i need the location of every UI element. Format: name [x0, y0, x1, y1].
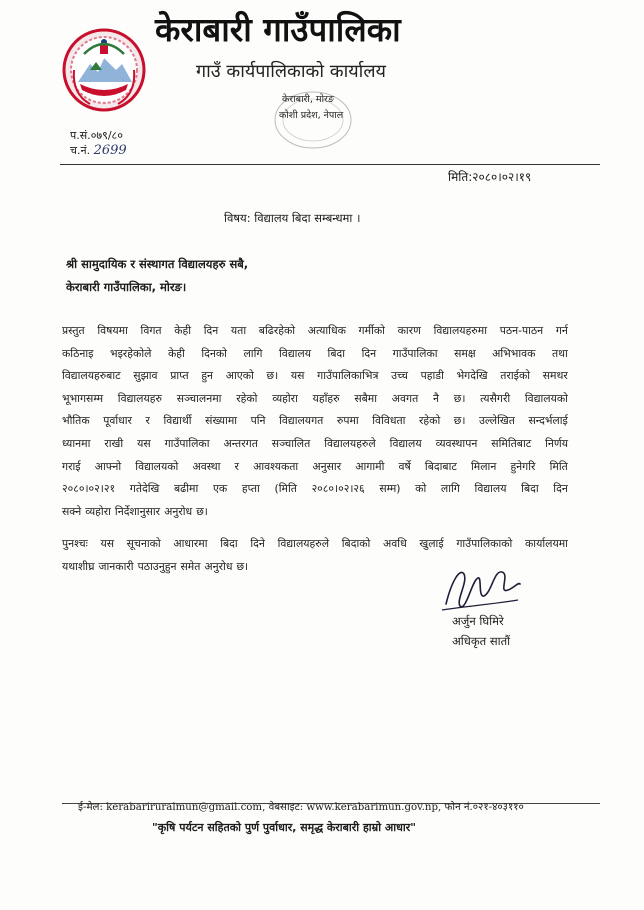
letter-date: मिति:२०८०।०२।१९ — [448, 170, 532, 184]
signatory-name: अर्जुन घिमिरे — [452, 614, 504, 628]
reference-cn — [70, 143, 127, 158]
nepal-emblem-icon — [60, 24, 148, 116]
paragraph-line: गराई आफ्नो विद्यालयको अवस्था र आवश्यकता अनुसार आगामी वर्षे बिदाबाट मिलान हुनेगरि मिति — [62, 459, 568, 473]
paragraph-line: भौतिक पूर्वाधार र विद्यार्थी संख्यामा पनि विद्यालयगत रुपमा विविधता रहेको छ। उल्लेखित सन्दर्भलाई — [62, 414, 568, 428]
header-divider — [60, 164, 600, 165]
paragraph-line: विद्यालयहरुबाट सुझाव प्राप्त हुन आएको छ। यस गाउँपालिकाभित्र उच्च पहाडी भेगदेखि तराईको समथर — [62, 369, 568, 383]
footer-slogan: "कृषि पर्यटन सहितको पुर्ण पुर्वाधार, समृद्ध केराबारी हाम्रो आधार" — [152, 821, 416, 834]
addressee-line-2: केराबारी गाउँपालिका, मोरङ। — [66, 280, 187, 294]
paragraph-line: २०८०।०२।२१ गतेदेखि बढीमा एक हप्ता (मिति २०८०।०२।२६ सम्म) को लागि विद्यालय बिदा दिन — [62, 482, 568, 496]
paragraph-line: पुनश्चः यस सूचनाको आधारमा बिदा दिने विद्यालयहरुले बिदाको अवधि खुलाई गाउँपालिकाको कार्यालयमा — [62, 537, 568, 550]
location-line-1: केराबारी, मोरङ — [282, 94, 334, 105]
paragraph-line: ध्यानमा राखी यस गाउँपालिका अन्तरगत सञ्चालित विद्यालयहरुले विद्यालय व्यवस्थापन समितिबाट निर्णय — [62, 437, 568, 450]
paragraph-line: प्रस्तुत विषयमा विगत केही दिन यता बढिरहेको अत्याधिक गर्मीको कारण विद्यालयहरुमा पठन-पाठन गर्न — [62, 324, 568, 337]
office-name: गाउँ कार्यपालिकाको कार्यालय — [196, 61, 386, 82]
paragraph-line: सक्ने व्यहोरा निर्देशानुसार अनुरोध छ। — [62, 504, 208, 518]
footer-contact: ई-मेल: kerabariruralmun@gmail.com, वेबसाइट: www.kerabarimun.gov.np, फोन नं.०२१-४०३११० — [78, 802, 524, 813]
ps-value: ०७९/८० — [90, 129, 123, 142]
letter-subject: विषय: विद्यालय बिदा सम्बन्धमा । — [224, 211, 361, 225]
reference-ps — [70, 128, 123, 143]
municipality-name: केराबारी गाउँपालिका — [155, 10, 401, 49]
ps-label: प.सं. — [70, 129, 91, 142]
cn-label: च.नं. — [70, 144, 91, 157]
paragraph-line: कठिनाइ भइरहेकोले केही दिनको लागि विद्यालय बिदा दिन गाउँपालिका समक्ष अभिभावक तथा — [62, 346, 568, 360]
signatory-title: अधिकृत सातौं — [452, 634, 511, 648]
cn-value: 2699 — [93, 143, 127, 158]
addressee-line-1: श्री सामुदायिक र संस्थागत विद्यालयहरु सबै, — [66, 257, 249, 271]
location-line-2: कोशी प्रदेश, नेपाल — [279, 110, 344, 121]
paragraph-line: भूभागसम्म विद्यालयहरु सञ्चालनमा रहेको व्यहोरा यहाँहरु सबैमा अवगत नै छ। त्यसैगरी विद्यालयको — [62, 391, 568, 405]
signature-icon — [438, 560, 522, 618]
paragraph-line: यथाशीघ्र जानकारी पठाउनुहुन समेत अनुरोध छ। — [62, 560, 249, 573]
